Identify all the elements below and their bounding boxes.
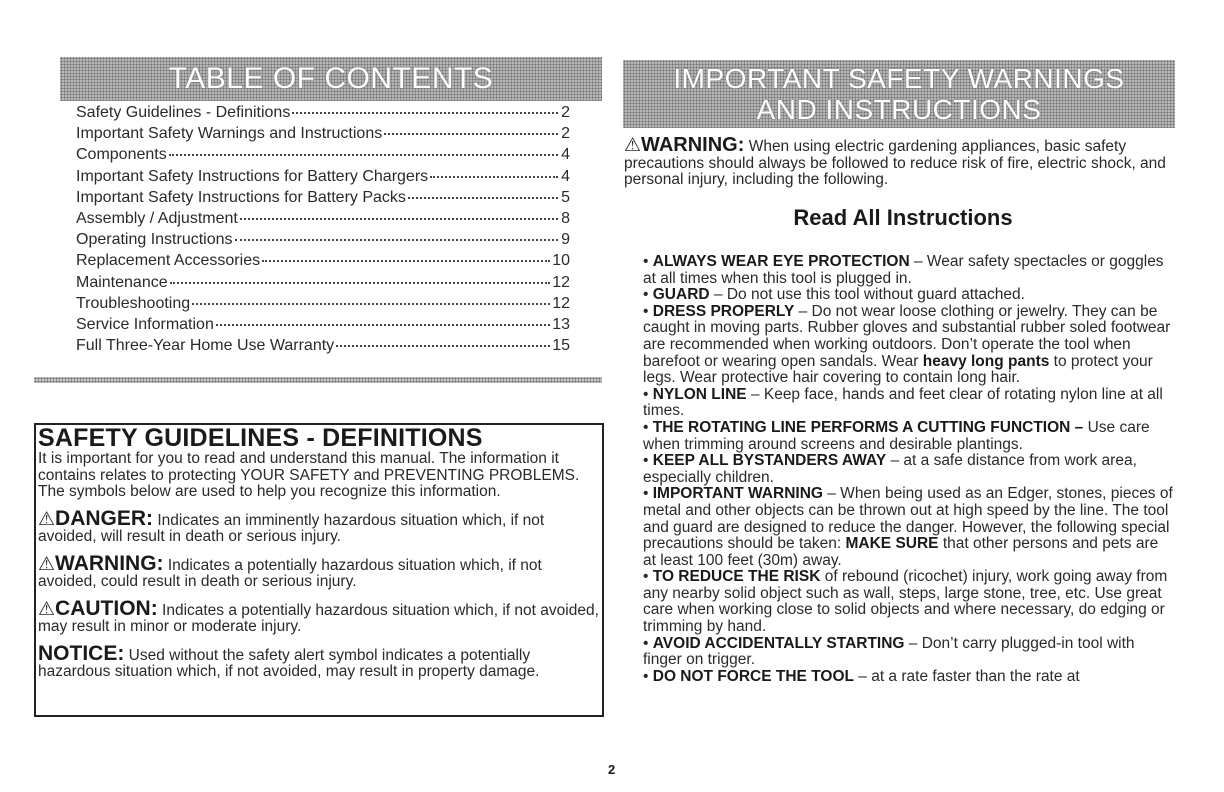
- dot-leader: [292, 112, 558, 114]
- alert-triangle-icon: ⚠: [38, 508, 56, 530]
- safety-rule: [643, 387, 1173, 420]
- definition-term: WARNING:: [55, 551, 164, 575]
- definition-text: Indicates a potentially hazardous situation which, if not avoided, could result in death or serious injury.: [38, 556, 542, 590]
- definition-term: NOTICE:: [38, 641, 125, 665]
- toc-entry: [76, 125, 570, 146]
- alert-triangle-icon: ⚠: [624, 135, 642, 156]
- toc-heading: TABLE OF CONTENTS: [168, 62, 494, 95]
- definition-text: Used without the safety alert symbol indicates a potentially hazardous situation which, if not avoided, may result in property damage.: [38, 646, 540, 680]
- toc-entry: [76, 316, 570, 337]
- dot-leader: [384, 133, 558, 135]
- warning-intro-key: WARNING:: [641, 134, 745, 156]
- warning-intro: [624, 134, 1184, 189]
- toc-entry-title: Maintenance: [76, 273, 168, 291]
- safety-rule: [643, 636, 1173, 669]
- toc-entry: [76, 337, 570, 358]
- toc-entry-page: 4: [561, 146, 570, 164]
- toc-banner: [60, 57, 602, 101]
- definitions-list: [38, 506, 602, 681]
- bullet-icon: •: [643, 667, 649, 685]
- definitions-heading: SAFETY GUIDELINES - DEFINITIONS: [38, 424, 483, 452]
- toc-entry-page: 9: [561, 231, 570, 249]
- toc-entry-page: 12: [552, 294, 570, 312]
- toc-entry: [76, 104, 570, 125]
- safety-rule: [643, 569, 1173, 635]
- dot-leader: [169, 154, 558, 156]
- toc-entry-page: 13: [552, 315, 570, 333]
- dot-leader: [408, 197, 558, 199]
- bullet-icon: •: [643, 485, 649, 503]
- toc-entry: [76, 274, 570, 295]
- dot-leader: [430, 176, 558, 178]
- alert-triangle-icon: ⚠: [38, 553, 56, 575]
- safety-rule: [643, 304, 1173, 387]
- safety-rule: [643, 453, 1173, 486]
- safety-rule: [643, 420, 1173, 453]
- toc-entry-title: Troubleshooting: [76, 294, 191, 312]
- toc-entry-title: Components: [76, 146, 167, 164]
- toc-entry-page: 5: [561, 188, 570, 206]
- rule-text: – Don’t carry plugged-in tool with finger on trigger.: [643, 634, 1135, 669]
- toc-list: [76, 104, 570, 358]
- rule-text: – Do not use this tool without guard attached.: [709, 286, 1025, 304]
- definition-danger: [38, 506, 602, 546]
- bullet-icon: •: [643, 286, 649, 304]
- safety-rule: [643, 254, 1173, 287]
- toc-entry-page: 8: [561, 209, 570, 227]
- bullet-icon: •: [643, 253, 649, 270]
- rule-text: – at a rate faster than the rate at: [853, 667, 1080, 685]
- definitions-intro: It is important for you to read and understand this manual. The information it contains relates to protecting YOUR SAFETY and PREVENTING PROBLEMS. The symbols below are used to help you recognize this information.: [38, 450, 580, 500]
- toc-entry-page: 2: [561, 104, 570, 121]
- definition-text: Indicates a potentially hazardous situation which, if not avoided, may result in minor or moderate injury.: [38, 601, 599, 635]
- dot-leader: [170, 282, 551, 284]
- toc-entry-page: 2: [561, 125, 570, 143]
- toc-entry-title: Assembly / Adjustment: [76, 209, 238, 227]
- toc-entry: [76, 168, 570, 189]
- toc-entry-page: 4: [561, 167, 570, 185]
- warnings-heading-line1: IMPORTANT SAFETY WARNINGS: [673, 63, 1125, 94]
- toc-entry-title: Important Safety Instructions for Battery Chargers: [76, 167, 429, 185]
- rule-text: of rebound (ricochet) injury, work going away from any nearby solid object such as wall, steps, large stone, tree, etc. Use great care when working close to solid objects and where necessary, do edging or trimming by hand.: [643, 568, 1168, 636]
- dot-leader: [192, 303, 550, 305]
- dot-leader: [216, 324, 550, 326]
- definition-caution: [38, 596, 602, 636]
- rule-key: TO REDUCE THE RISK: [652, 568, 821, 586]
- rule-text: to protect your legs. Wear protective hair covering to contain long hair.: [643, 352, 1153, 387]
- warnings-heading-line2: AND INSTRUCTIONS: [756, 94, 1042, 125]
- dot-leader: [235, 239, 558, 241]
- bullet-icon: •: [643, 418, 649, 436]
- toc-entry-page: 12: [552, 273, 570, 291]
- safety-rule: [643, 287, 1173, 304]
- toc-entry-title: Important Safety Warnings and Instructions: [76, 125, 383, 143]
- toc-entry: [76, 231, 570, 252]
- safety-rule: [643, 486, 1173, 569]
- warnings-banner: [623, 60, 1175, 128]
- safety-rules-list: [643, 254, 1173, 685]
- rule-key: GUARD: [652, 286, 710, 304]
- rule-text: – at a safe distance from work area, especially children.: [643, 452, 1137, 486]
- warning-intro-text: When using electric gardening appliances, basic safety precautions should always be followed to reduce risk of fire, electric shock, and personal injury, including the following.: [624, 138, 1166, 188]
- rule-key: THE ROTATING LINE PERFORMS A CUTTING FUNCTION –: [652, 418, 1084, 436]
- toc-entry: [76, 210, 570, 231]
- toc-entry-title: Full Three-Year Home Use Warranty: [76, 337, 335, 355]
- toc-entry-page: 10: [552, 252, 570, 270]
- read-all-instructions-heading: Read All Instructions: [793, 205, 1013, 230]
- toc-entry: [76, 146, 570, 167]
- dot-leader: [262, 260, 550, 262]
- rule-emphasis: heavy long pants: [922, 352, 1050, 370]
- dot-leader: [336, 345, 550, 347]
- rule-key: NYLON LINE: [652, 385, 747, 403]
- bullet-icon: •: [643, 302, 649, 320]
- definition-warning: [38, 551, 602, 591]
- definition-term: CAUTION:: [55, 596, 158, 620]
- rule-text: – Do not wear loose clothing or jewelry. They can be caught in moving parts. Rubber gloves and substantial rubber soled footwear are recommended when working outdoors. Don’t operate the tool when barefoot or wearing open sandals. Wear: [643, 302, 1171, 370]
- rule-key: KEEP ALL BYSTANDERS AWAY: [652, 452, 887, 470]
- bullet-icon: •: [643, 634, 649, 652]
- toc-entry: [76, 252, 570, 273]
- rule-text: that other persons and pets are at least 100 feet (30m) away.: [643, 535, 1159, 569]
- rule-text: – Wear safety spectacles or goggles at all times when this tool is plugged in.: [643, 253, 1164, 287]
- rule-emphasis: MAKE SURE: [845, 535, 939, 553]
- page-number: 2: [608, 762, 616, 777]
- rule-text: – When being used as an Edger, stones, pieces of metal and other objects can be thrown out at high speed by the line. The tool and guard are designed to reduce the danger. However, the following special precautions should be taken:: [643, 485, 1173, 553]
- toc-entry: [76, 189, 570, 210]
- rule-text: – Keep face, hands and feet clear of rotating nylon line at all times.: [643, 385, 1163, 420]
- safety-rule: [643, 669, 1173, 686]
- alert-triangle-icon: ⚠: [38, 598, 56, 620]
- rule-key: DO NOT FORCE THE TOOL: [652, 667, 854, 685]
- toc-entry: [76, 295, 570, 316]
- dot-leader: [240, 218, 558, 220]
- definition-notice: [38, 641, 602, 681]
- safety-definitions-box: [34, 423, 604, 717]
- toc-entry-title: Service Information: [76, 315, 214, 333]
- rule-key: AVOID ACCIDENTALLY STARTING: [652, 634, 905, 652]
- rule-key: IMPORTANT WARNING: [652, 485, 823, 503]
- bullet-icon: •: [643, 385, 649, 403]
- section-divider: [34, 377, 602, 383]
- toc-entry-page: 15: [552, 337, 570, 355]
- bullet-icon: •: [643, 452, 649, 470]
- toc-entry-title: Operating Instructions: [76, 231, 233, 249]
- toc-entry-title: Important Safety Instructions for Battery Packs: [76, 188, 406, 206]
- toc-entry-title: Safety Guidelines - Definitions: [76, 104, 291, 121]
- rule-key: DRESS PROPERLY: [652, 302, 795, 320]
- rule-text: Use care when trimming around screens and desirable plantings.: [643, 418, 1150, 453]
- definition-term: DANGER:: [55, 506, 154, 530]
- toc-entry-title: Replacement Accessories: [76, 252, 261, 270]
- bullet-icon: •: [643, 568, 649, 586]
- definition-text: Indicates an imminently hazardous situation which, if not avoided, will result in death or serious injury.: [38, 511, 545, 545]
- rule-key: ALWAYS WEAR EYE PROTECTION: [652, 253, 910, 270]
